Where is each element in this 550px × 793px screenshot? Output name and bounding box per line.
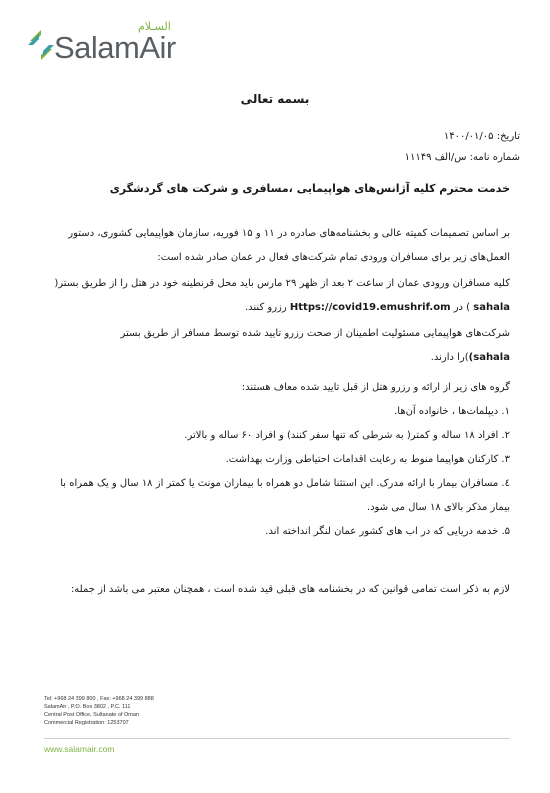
covid-url-link[interactable]: Https://covid19.emushrif.om [289,302,451,313]
website-link[interactable]: www.salamair.com [44,744,115,754]
list-item: ٤. مسافران بیمار با ارائه مدرک. این استثنا شامل دو همراه با بیماران مونث یا کمتر از ۱۸ سال و یک همراه با بیمار مذکر بالای ۱۸ سال می شود. [60,478,510,513]
paragraph-1: بر اساس تصمیمات کمیته عالی و بخشنامه‌های صادره در ۱۱ و ۱۵ فوریه، سازمان هواپیمایی کشوری، دستور العمل‌های زیر برای مسافران ورودی تمام شرکت‌های فعال در عمان صادر شده است: [68,228,510,263]
list-item: ۱. دیپلمات‌ها ، خانواده آن‌ها. [394,406,510,417]
page-title: بسمه تعالی [240,92,310,106]
list-item: ۳. کارکنان هواپیما منوط به رعایت اقدامات احتیاطی وزارت بهداشت. [225,454,510,465]
closing-paragraph: لازم به ذکر است تمامی قوانین که در بخشنامه های قبلی قید شده است ، همچنان معتبر می باشد از جمله: [70,584,510,595]
exemption-list [40,400,510,544]
salamair-logo-icon [28,30,54,60]
sahala-label-2: (sahala [468,352,510,363]
paragraph-2-text-c: رزرو کنند. [244,302,287,313]
sahala-label: sahala [473,302,510,313]
paragraph-3 [40,322,510,370]
footer-phone: Tel: +968 24 399 800 , Fax: +968 24 399 888 [44,696,154,702]
paragraph-2-text-a: کلیه مسافران ورودی عمان از ساعت ۲ بعد از ظهر ۲۹ مارس باید محل قرنطینه خود در هتل را از طریق بستر( [54,278,510,289]
list-item: ۵. خدمه دریایی که در اب های کشور عمان لنگر انداخته اند. [265,526,510,537]
footer-contact [44,695,154,727]
addressee: خدمت محترم کلیه آژانس‌های هواپیمایی ،مسافری و شرکت های گردشگری [109,182,510,195]
footer-address: SalamAir , P.O. Box 3802 , P.C. 111 [44,704,131,710]
paragraph-4: گروه های زیر از ارائه و رزرو هتل از قبل تایید شده معاف هستند: [241,382,510,393]
paragraph-2 [40,272,510,320]
letter-date: تاریخ: ۱۴۰۰/۰۱/۰۵ [443,131,520,142]
paragraph-2-text-b: ) در [453,302,471,313]
letter-number: شماره نامه: س/الف ۱۱۱۴۹ [404,152,520,163]
paragraph-3-text-b: )را دارند. [430,352,469,363]
list-item: ۲. افراد ۱۸ ساله و کمتر( به شرطی که تنها سفر کنند) و افراد ۶۰ ساله و بالاتر. [184,430,510,441]
paragraph-3-text-a: شرکت‌های هواپیمایی مسئولیت اطمینان از صحت رزرو تایید شده توسط مسافر از طریق بستر [120,328,510,339]
footer-divider [44,738,510,739]
footer-post-office: Central Post Office, Sultanate of Oman [44,712,139,718]
brand-name-arabic: السـلام [138,20,171,33]
letter-meta [405,126,520,168]
salamair-logo [28,22,228,72]
brand-name: SalamAir [54,30,176,65]
footer-registration: Commercial Registration: 1253707 [44,720,129,726]
